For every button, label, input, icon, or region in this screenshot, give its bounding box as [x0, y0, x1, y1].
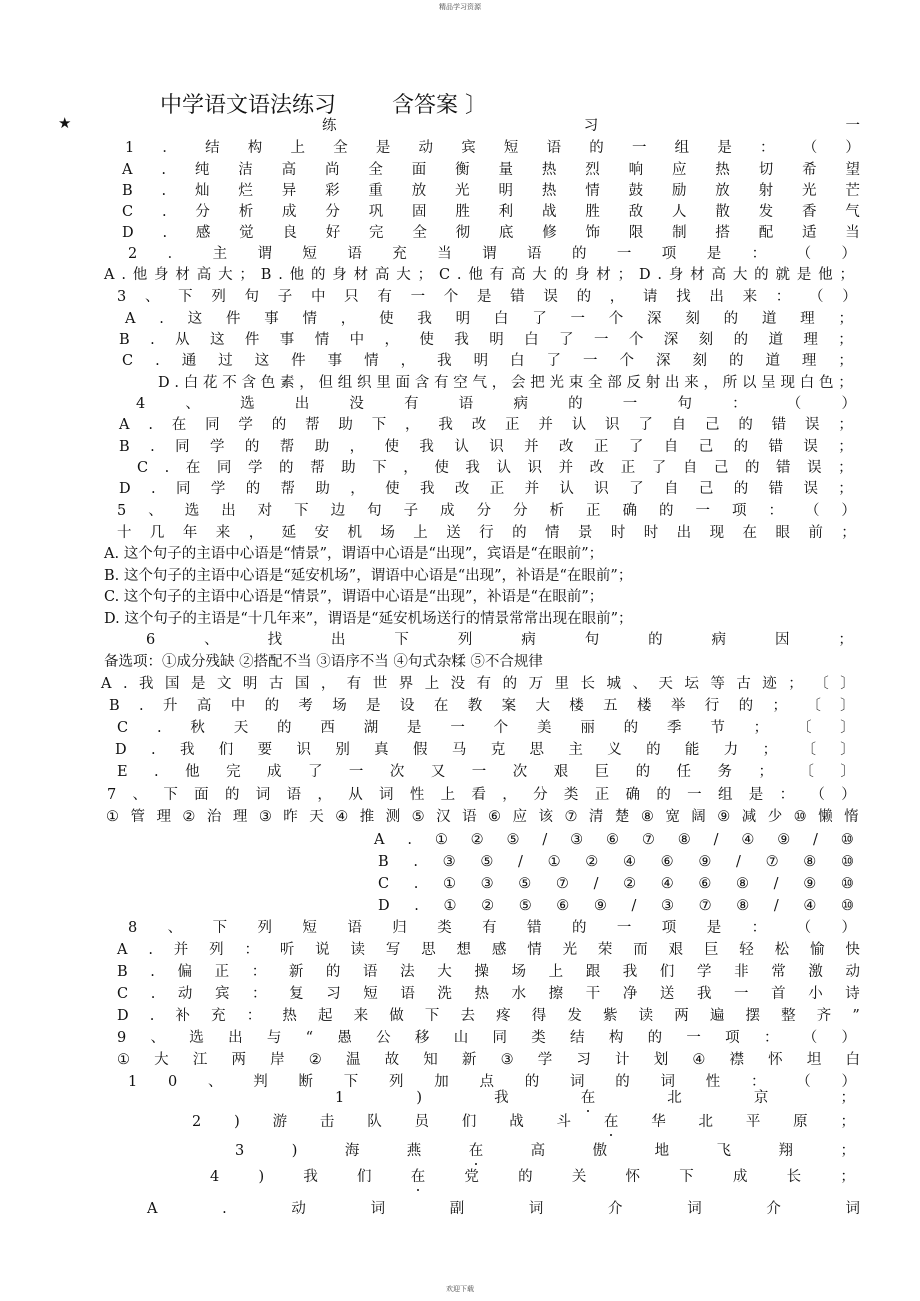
text-line: B . 偏 正 ： 新 的 语 法 大 操 场 上 跟 我 们 学 非 常 激 动	[117, 964, 860, 980]
text-line: C . 分 析 成 分 巩 固 胜 利 战 胜 敌 人 散 发 香 气	[122, 204, 860, 220]
page-header: 精品学习资源	[439, 3, 481, 11]
text-line: D . 白 花 不 含 色 素 ， 但 组 织 里 面 含 有 空 气 ， 会 把 光 束 全 部 反 射 出 来 ， 所 以 呈 现 白 色 ；	[158, 375, 853, 391]
text-line: 2 ． 主 谓 短 语 充 当 谓 语 的 一 项 是 ： （ ）	[128, 246, 856, 262]
text-line: 7 、 下 面 的 词 语 ， 从 词 性 上 看 ， 分 类 正 确 的 一 组 是 ： （ ）	[107, 787, 856, 803]
text-line: 4 、 选 出 没 有 语 病 的 一 句 ： （ ）	[136, 396, 856, 412]
text-line: B . ③ ⑤ / ① ② ④ ⑥ ⑨ / ⑦ ⑧ ⑩	[378, 854, 854, 870]
text-line: 备选项：①成分残缺 ②搭配不当 ③语序不当 ④句式杂糅 ⑤不合规律	[104, 654, 543, 670]
text-line: B. 这个句子的主语中心语是“延安机场”，谓语中心语是“出现”，补语是“在眼前”；	[104, 568, 633, 584]
text-line: C . 动 宾 ： 复 习 短 语 洗 热 水 擦 干 净 送 我 一 首 小 诗	[117, 986, 860, 1002]
text-line: E . 他 完 成 了 一 次 又 一 次 艰 巨 的 任 务 ； 〔 〕	[117, 764, 855, 780]
text-line: B . 升 高 中 的 考 场 是 设 在 教 案 大 楼 五 楼 举 行 的 ； 〔 〕	[109, 698, 855, 714]
text-line: A . 动 词 副 词 介 词 介 词	[147, 1201, 860, 1217]
text-line: B . 从 这 件 事 情 中 ， 使 我 明 白 了 一 个 深 刻 的 道 理 ；	[119, 332, 853, 348]
text-line: 1 ) 我 在 北 京 ；	[335, 1088, 855, 1109]
text-line: 3 、 下 列 句 子 中 只 有 一 个 是 错 误 的 ， 请 找 出 来 ： （ ）	[117, 289, 857, 305]
text-line: 4 ) 我 们 在 党 的 关 怀 下 成 长 ；	[210, 1167, 855, 1188]
text-line: B . 同 学 的 帮 助 ， 使 我 认 识 并 改 正 了 自 己 的 错 误 ；	[119, 439, 853, 455]
text-line: A . 这 件 事 情 ， 使 我 明 白 了 一 个 深 刻 的 道 理 ；	[125, 311, 853, 327]
text-line: A . 我 国 是 文 明 古 国 ， 有 世 界 上 没 有 的 万 里 长 城 、 天 坛 等 古 迹 ； 〔 〕	[101, 676, 855, 692]
text-line: 8 、 下 列 短 语 归 类 有 错 的 一 项 是 ： （ ）	[128, 920, 856, 936]
text-line: D . 补 充 ： 热 起 来 做 下 去 疼 得 发 紫 读 两 遍 摆 整 齐 ”	[117, 1008, 860, 1024]
text-line: C . 在 同 学 的 帮 助 下 ， 使 我 认 识 并 改 正 了 自 己 的 错 误 ；	[137, 460, 853, 476]
text-line: ① 大 江 两 岸 ② 温 故 知 新 ③ 学 习 计 划 ④ 襟 怀 坦 白	[117, 1052, 860, 1068]
star-icon: ★	[58, 114, 72, 132]
text-line: 5 、 选 出 对 下 边 句 子 成 分 分 析 正 确 的 一 项 ： （ ）	[117, 503, 856, 519]
text-line: C . ① ③ ⑤ ⑦ / ② ④ ⑥ ⑧ / ⑨ ⑩	[378, 876, 854, 892]
page-footer: 欢迎下载	[446, 1285, 474, 1293]
text-line: 3 ) 海 燕 在 高 傲 地 飞 翔 ；	[235, 1141, 855, 1162]
text-line: 练 习 一	[322, 118, 860, 134]
document-title: 中学语文语法练习 含答案 〕	[160, 93, 487, 118]
text-line: C . 通 过 这 件 事 情 ， 我 明 白 了 一 个 深 刻 的 道 理 ；	[122, 353, 853, 369]
text-line: D . 同 学 的 帮 助 ， 使 我 改 正 并 认 识 了 自 己 的 错 误 ；	[119, 481, 853, 497]
text-line: A . 在 同 学 的 帮 助 下 ， 我 改 正 并 认 识 了 自 己 的 错 误 ；	[119, 417, 853, 433]
text-line: B . 灿 烂 异 彩 重 放 光 明 热 情 鼓 励 放 射 光 芒	[122, 183, 860, 199]
text-line: 2 ) 游 击 队 员 们 战 斗 在 华 北 平 原 ；	[192, 1112, 855, 1133]
text-line: 1 ． 结 构 上 全 是 动 宾 短 语 的 一 组 是 ： （ ）	[125, 140, 860, 156]
text-line: 十 几 年 来 ， 延 安 机 场 上 送 行 的 情 景 时 时 出 现 在 眼 前 ；	[117, 525, 856, 541]
text-line: 6 、 找 出 下 列 病 句 的 病 因 ；	[146, 632, 853, 648]
text-line: A. 这个句子的主语中心语是“情景”，谓语中心语是“出现”，宾语是“在眼前”；	[104, 546, 604, 562]
text-line: C . 秋 天 的 西 湖 是 一 个 美 丽 的 季 节 ； 〔 〕	[117, 720, 855, 736]
text-line: 1 0 、 判 断 下 列 加 点 的 词 的 词 性 ： （ ）	[128, 1074, 856, 1090]
text-line: D . ① ② ⑤ ⑥ ⑨ / ③ ⑦ ⑧ / ④ ⑩	[378, 898, 854, 914]
text-line: A . ① ② ⑤ / ③ ⑥ ⑦ ⑧ / ④ ⑨ / ⑩	[374, 832, 854, 848]
text-line: A . 纯 洁 高 尚 全 面 衡 量 热 烈 响 应 热 切 希 望	[122, 162, 860, 178]
text-line: D . 感 觉 良 好 完 全 彻 底 修 饰 限 制 搭 配 适 当	[122, 225, 860, 241]
text-line: A . 并 列 ： 听 说 读 写 思 想 感 情 光 荣 而 艰 巨 轻 松 愉 快	[117, 942, 860, 958]
text-line: 9 、 选 出 与 “ 愚 公 移 山 同 类 结 构 的 一 项 ： （ ）	[117, 1030, 856, 1046]
text-line: ① 管 理 ② 治 理 ③ 昨 天 ④ 推 测 ⑤ 汉 语 ⑥ 应 该 ⑦ 清 楚 ⑧ 宽 阔 ⑨ 减 少 ⑩ 懒 惰	[106, 809, 859, 825]
text-line: A . 他 身 材 高 大 ； B . 他 的 身 材 高 大 ； C . 他 有 高 大 的 身 材 ； D . 身 材 高 大 的 就 是 他 ；	[104, 267, 854, 283]
text-line: D. 这个句子的主语是“十几年来”，谓语是“延安机场送行的情景常常出现在眼前”；	[104, 611, 633, 627]
text-line: D . 我 们 要 识 别 真 假 马 克 思 主 义 的 能 力 ； 〔 〕	[115, 742, 855, 758]
text-line: C. 这个句子的主语中心语是“情景”，谓语中心语是“出现”，补语是“在眼前”；	[104, 589, 604, 605]
